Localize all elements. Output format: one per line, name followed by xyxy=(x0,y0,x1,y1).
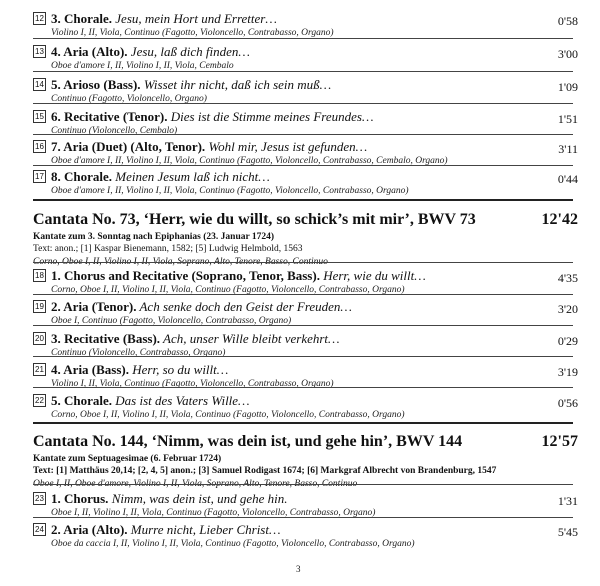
track-instrumentation: Continuo (Fagotto, Violoncello, Organo) xyxy=(51,94,207,104)
separator xyxy=(33,484,573,485)
separator xyxy=(33,199,573,201)
separator xyxy=(33,165,573,166)
track-number: 16 xyxy=(33,140,46,153)
separator xyxy=(33,325,573,326)
cantata-instrumentation: Corno, Oboe I, II, Violino I, II, Viola, Soprano, Alto, Tenore, Basso, Continuo xyxy=(33,257,328,267)
track-instrumentation: Corno, Oboe I, II, Violino I, II, Viola, Continuo (Fagotto, Violoncello, Contrabasso, Organo) xyxy=(51,285,405,295)
track-number: 17 xyxy=(33,170,46,183)
separator xyxy=(33,71,573,72)
cantata-text-credits: Text: anon.; [1] Kaspar Bienemann, 1582; [5] Ludwig Helmbold, 1563 xyxy=(33,244,303,254)
track-title: 1. Chorus and Recitative (Soprano, Tenor, Bass). Herr, wie du willt… xyxy=(51,268,426,283)
separator xyxy=(33,387,573,388)
separator xyxy=(33,356,573,357)
track-instrumentation: Continuo (Violoncello, Contrabasso, Organo) xyxy=(51,348,226,358)
track-number: 15 xyxy=(33,110,46,123)
track-instrumentation: Oboe d'amore I, II, Violino I, II, Viola, Continuo (Fagotto, Violoncello, Contrabasso, Cembalo, Organo) xyxy=(51,156,448,166)
cantata-title: Cantata No. 144, ‘Nimm, was dein ist, und gehe hin’, BWV 144 xyxy=(33,433,463,450)
track-duration: 0'58 xyxy=(557,14,578,28)
track-17 xyxy=(0,168,600,208)
cantata-total-duration: 12'42 xyxy=(541,211,578,228)
track-22 xyxy=(0,392,600,432)
cantata-title: Cantata No. 73, ‘Herr, wie du willt, so schick’s mit mir’, BWV 73 xyxy=(33,211,476,228)
track-number: 13 xyxy=(33,45,46,58)
track-title: 3. Recitative (Bass). Ach, unser Wille bleibt verkehrt… xyxy=(51,331,340,346)
track-number: 22 xyxy=(33,394,46,407)
page-number: 3 xyxy=(296,564,301,574)
cantata-total-duration: 12'57 xyxy=(541,433,578,450)
track-instrumentation: Oboe I, Continuo (Fagotto, Violoncello, Contrabasso, Organo) xyxy=(51,316,292,326)
track-24 xyxy=(0,521,600,561)
track-instrumentation: Oboe da caccia I, II, Violino I, II, Viola, Continuo (Fagotto, Violoncello, Contrabasso, Organo) xyxy=(51,539,415,549)
track-title: 5. Arioso (Bass). Wisset ihr nicht, daß ich sein muß… xyxy=(51,77,332,92)
track-duration: 3'20 xyxy=(557,302,578,316)
track-instrumentation: Oboe d'amore I, II, Violino I, II, Viola, Continuo (Fagotto, Violoncello, Contrabasso, Organo) xyxy=(51,186,409,196)
track-title: 3. Chorale. Jesu, mein Hort und Erretter… xyxy=(51,11,277,26)
track-duration: 1'31 xyxy=(557,494,578,508)
track-duration: 3'19 xyxy=(557,365,578,379)
track-title: 7. Aria (Duet) (Alto, Tenor). Wohl mir, Jesus ist gefunden… xyxy=(51,139,368,154)
track-title: 8. Chorale. Meinen Jesum laß ich nicht… xyxy=(51,169,270,184)
track-instrumentation: Corno, Oboe I, II, Violino I, II, Viola, Continuo (Fagotto, Violoncello, Contrabasso, Organo) xyxy=(51,410,405,420)
cantata-occasion: Kantate zum 3. Sonntag nach Epiphanias (23. Januar 1724) xyxy=(33,232,275,242)
track-instrumentation: Violino I, II, Viola, Continuo (Fagotto, Violoncello, Contrabasso, Organo) xyxy=(51,379,334,389)
track-duration: 1'09 xyxy=(557,80,578,94)
track-title: 4. Aria (Bass). Herr, so du willt… xyxy=(51,362,229,377)
separator xyxy=(33,38,573,39)
track-duration: 3'00 xyxy=(557,47,578,61)
track-number: 12 xyxy=(33,12,46,25)
track-number: 20 xyxy=(33,332,46,345)
separator xyxy=(33,517,573,518)
track-instrumentation: Oboe d'amore I, II, Violino I, II, Viola, Cembalo xyxy=(51,61,234,71)
separator xyxy=(33,103,573,104)
track-title: 4. Aria (Alto). Jesu, laß dich finden… xyxy=(51,44,250,59)
track-title: 2. Aria (Alto). Murre nicht, Lieber Christ… xyxy=(51,522,281,537)
separator xyxy=(33,134,573,135)
separator xyxy=(33,294,573,295)
cantata-text-credits: Text: [1] Matthäus 20,14; [2, 4, 5] anon.; [3] Samuel Rodigast 1674; [6] Markgraf Albrecht von Brandenburg, 1547 xyxy=(33,466,497,476)
track-duration: 0'56 xyxy=(557,396,578,410)
track-title: 6. Recitative (Tenor). Dies ist die Stimme meines Freundes… xyxy=(51,109,374,124)
cantata-instrumentation: Oboe I, II, Oboe d'amore, Violino I, II, Viola, Soprano, Alto, Tenore, Basso, Continuo xyxy=(33,479,358,489)
track-duration: 4'35 xyxy=(557,271,578,285)
track-duration: 0'44 xyxy=(557,172,578,186)
track-number: 18 xyxy=(33,269,46,282)
track-number: 14 xyxy=(33,78,46,91)
separator xyxy=(33,422,573,424)
track-number: 19 xyxy=(33,300,46,313)
track-instrumentation: Continuo (Violoncello, Cembalo) xyxy=(51,126,178,136)
track-title: 5. Chorale. Das ist des Vaters Wille… xyxy=(51,393,250,408)
track-duration: 1'51 xyxy=(557,112,578,126)
track-title: 2. Aria (Tenor). Ach senke doch den Geist der Freuden… xyxy=(51,299,352,314)
track-title: 1. Chorus. Nimm, was dein ist, und gehe hin. xyxy=(51,491,288,506)
track-duration: 0'29 xyxy=(557,334,578,348)
track-duration: 3'11 xyxy=(558,142,578,156)
separator xyxy=(33,262,573,263)
track-number: 21 xyxy=(33,363,46,376)
track-number: 23 xyxy=(33,492,46,505)
track-duration: 5'45 xyxy=(557,525,578,539)
track-instrumentation: Violino I, II, Viola, Continuo (Fagotto, Violoncello, Contrabasso, Organo) xyxy=(51,28,334,38)
cantata-occasion: Kantate zum Septuagesimae (6. Februar 1724) xyxy=(33,454,222,464)
track-number: 24 xyxy=(33,523,46,536)
track-instrumentation: Oboe I, II, Violino I, II, Viola, Continuo (Fagotto, Violoncello, Contrabasso, Organo) xyxy=(51,508,376,518)
